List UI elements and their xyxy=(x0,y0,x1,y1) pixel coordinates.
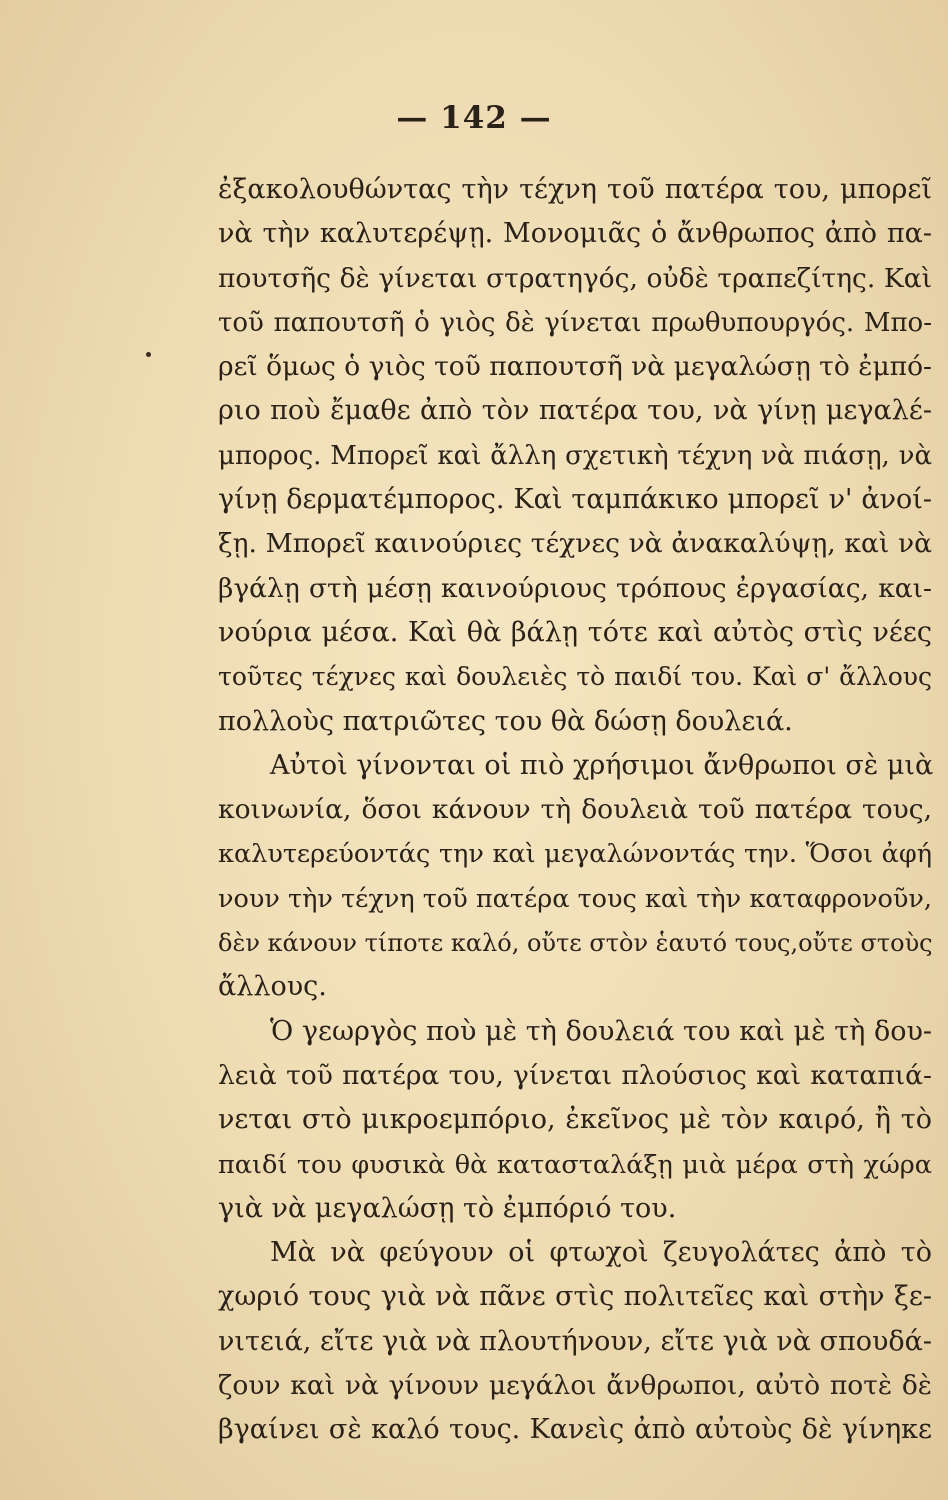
text-line: νούρια μέσα. Καὶ θὰ βάλῃ τότε καὶ αὐτὸς στὶς νέες xyxy=(218,616,932,648)
text-line: βγάλῃ στὴ μέσῃ καινούριους τρόπους ἐργασίας, και- xyxy=(218,572,932,604)
text-line: βγαίνει σὲ καλό τους. Κανεὶς ἀπὸ αὐτοὺς δὲ γίνηκε xyxy=(218,1414,932,1446)
text-line: νουν τὴν τέχνη τοῦ πατέρα τους καὶ τὴν καταφρονοῦν, xyxy=(218,883,932,914)
text-line: πολλοὺς πατριῶτες του θὰ δώσῃ δουλειά. xyxy=(218,705,793,737)
text-line: Μὰ νὰ φεύγουν οἱ φτωχοὶ ζευγολάτες ἀπὸ τὸ xyxy=(270,1237,932,1269)
text-line: ξῃ. Μπορεῖ καινούριες τέχνες νὰ ἀνακαλύψῃ, καὶ νὰ xyxy=(218,528,932,560)
text-line: παιδί του φυσικὰ θὰ κατασταλάξῃ μιὰ μέρα στὴ χώρα xyxy=(218,1149,932,1180)
ink-speck xyxy=(146,352,151,357)
text-line: γίνῃ δερματέμπορος. Καὶ ταμπάκικο μπορεῖ ν' ἀνοί- xyxy=(218,484,932,516)
text-line: ἄλλους. xyxy=(218,971,327,1003)
text-line: πουτσῆς δὲ γίνεται στρατηγός, οὐδὲ τραπεζίτης. Καὶ xyxy=(218,262,932,294)
text-line: Ὁ γεωργὸς ποὺ μὲ τὴ δουλειά του καὶ μὲ τὴ δου- xyxy=(270,1015,932,1047)
text-line: Αὐτοὶ γίνονται οἱ πιὸ χρήσιμοι ἄνθρωποι σὲ μιὰ xyxy=(270,749,934,781)
text-line: νεται στὸ μικροεμπόριο, ἐκεῖνος μὲ τὸν καιρό, ἢ τὸ xyxy=(218,1104,932,1136)
text-line: ριο ποὺ ἔμαθε ἀπὸ τὸν πατέρα του, νὰ γίνῃ μεγαλέ- xyxy=(218,395,932,427)
text-line: κοινωνία, ὅσοι κάνουν τὴ δουλειὰ τοῦ πατέρα τους, xyxy=(218,794,932,826)
body-text xyxy=(218,168,932,1453)
text-line: νιτειά, εἴτε γιὰ νὰ πλουτήνουν, εἴτε γιὰ νὰ σπουδά- xyxy=(218,1325,932,1357)
text-line: μπορος. Μπορεῖ καὶ ἄλλη σχετικὴ τέχνη νὰ πιάσῃ, νὰ xyxy=(218,440,932,471)
text-line: τοῦ παπουτσῆ ὁ γιὸς δὲ γίνεται πρωθυπουργός. Μπο- xyxy=(218,307,932,338)
text-line: καλυτερεύοντάς την καὶ μεγαλώνοντάς την. Ὅσοι ἀφή xyxy=(218,839,932,870)
text-line: λειὰ τοῦ πατέρα του, γίνεται πλούσιος καὶ καταπιά- xyxy=(218,1059,932,1091)
text-line: χωριό τους γιὰ νὰ πᾶνε στὶς πολιτεῖες καὶ στὴν ξε- xyxy=(218,1281,932,1313)
text-line: τοῦτες τέχνες καὶ δουλειὲς τὸ παιδί του. Καὶ σ' ἄλλους xyxy=(218,662,932,692)
page-number: — 142 — xyxy=(396,100,552,136)
text-line: νὰ τὴν καλυτερέψῃ. Μονομιᾶς ὁ ἄνθρωπος ἀπὸ πα- xyxy=(218,218,932,250)
text-line: ρεῖ ὅμως ὁ γιὸς τοῦ παπουτσῆ νὰ μεγαλώσῃ τὸ ἐμπό- xyxy=(218,351,932,383)
text-line: ζουν καὶ νὰ γίνουν μεγάλοι ἄνθρωποι, αὐτὸ ποτὲ δὲ xyxy=(218,1370,932,1402)
text-line: ἐξακολουθώντας τὴν τέχνη τοῦ πατέρα του, μπορεῖ xyxy=(218,174,932,205)
text-line: δὲν κάνουν τίποτε καλό, οὔτε στὸν ἑαυτό τους,οὔτε στοὺς xyxy=(218,929,933,958)
text-line: γιὰ νὰ μεγαλώσῃ τὸ ἐμπόριό του. xyxy=(218,1192,677,1224)
